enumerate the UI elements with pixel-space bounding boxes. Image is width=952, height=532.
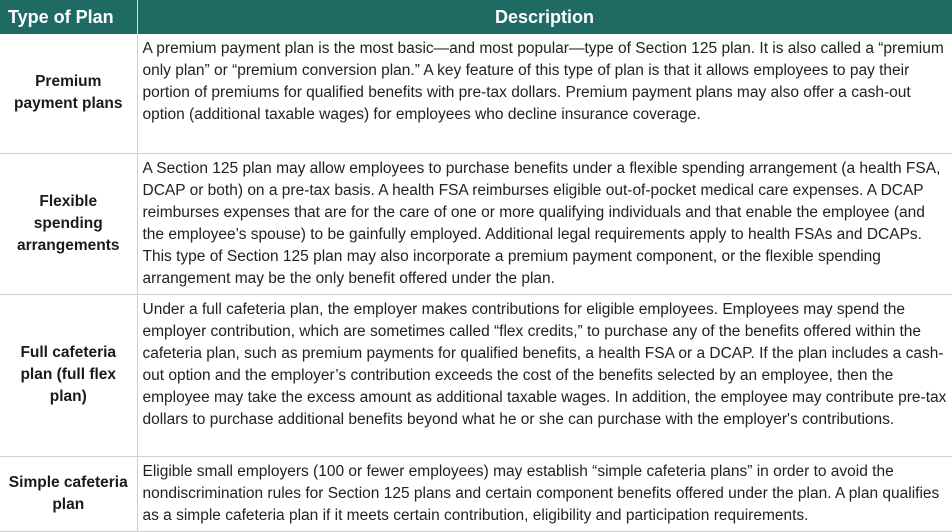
plan-type-cell: Simple cafeteria plan [0,456,137,531]
table-row-simple-cafeteria [0,456,952,531]
header-type-of-plan: Type of Plan [0,0,137,34]
plan-type-cell: Premium payment plans [0,34,137,153]
plan-description-cell: A Section 125 plan may allow employees to purchase benefits under a flexible spending arrangement (a health FSA, DCAP or both) on a pre-tax basis. A health FSA reimburses eligible out-of-pocket medical care expenses. A DCAP reimburses expenses that are for the care of one or more qualifying individuals and that enable the employee (and the employee’s spouse) to be gainfully employed. Additional legal requirements apply to health FSAs and DCAPs. This type of Section 125 plan may also incorporate a premium payment component, or the flexible spending arrangement may be the only benefit offered under the plan. [137,153,952,294]
plan-type-cell: Full cafeteria plan (full flex plan) [0,294,137,456]
table-header [0,0,952,34]
table-row-flexible-spending [0,153,952,294]
table-body [0,34,952,531]
plan-description-cell: Eligible small employers (100 or fewer employees) may establish “simple cafeteria plans” in order to avoid the nondiscrimination rules for Section 125 plans and certain component benefits offered under the plan. A plan qualifies as a simple cafeteria plan if it meets certain contribution, eligibility and participation requirements. [137,456,952,531]
header-row [0,0,952,34]
table-row-full-cafeteria [0,294,952,456]
plan-description-cell: Under a full cafeteria plan, the employer makes contributions for eligible employees. Employees may spend the employer contribution, which are sometimes called “flex credits,” to purchase any of the benefits offered within the cafeteria plan, such as premium payments for qualified benefits, a health FSA or a DCAP. If the plan includes a cash-out option and the employer’s contribution exceeds the cost of the benefits selected by an employee, then the employee may take the excess amount as additional taxable wages. In addition, the employee may contribute pre-tax dollars to purchase additional benefits beyond what he or she can purchase with the employer's contributions. [137,294,952,456]
plan-type-cell: Flexible spending arrangements [0,153,137,294]
header-description: Description [137,0,952,34]
plan-description-cell: A premium payment plan is the most basic—and most popular—type of Section 125 plan. It is also called a “premium only plan” or “premium conversion plan.” A key feature of this type of plan is that it allows employees to pay their portion of premiums for qualified benefits with pre-tax dollars. Premium payment plans may also offer a cash-out option (additional taxable wages) for employees who decline insurance coverage. [137,34,952,153]
table-row-premium-payment [0,34,952,153]
